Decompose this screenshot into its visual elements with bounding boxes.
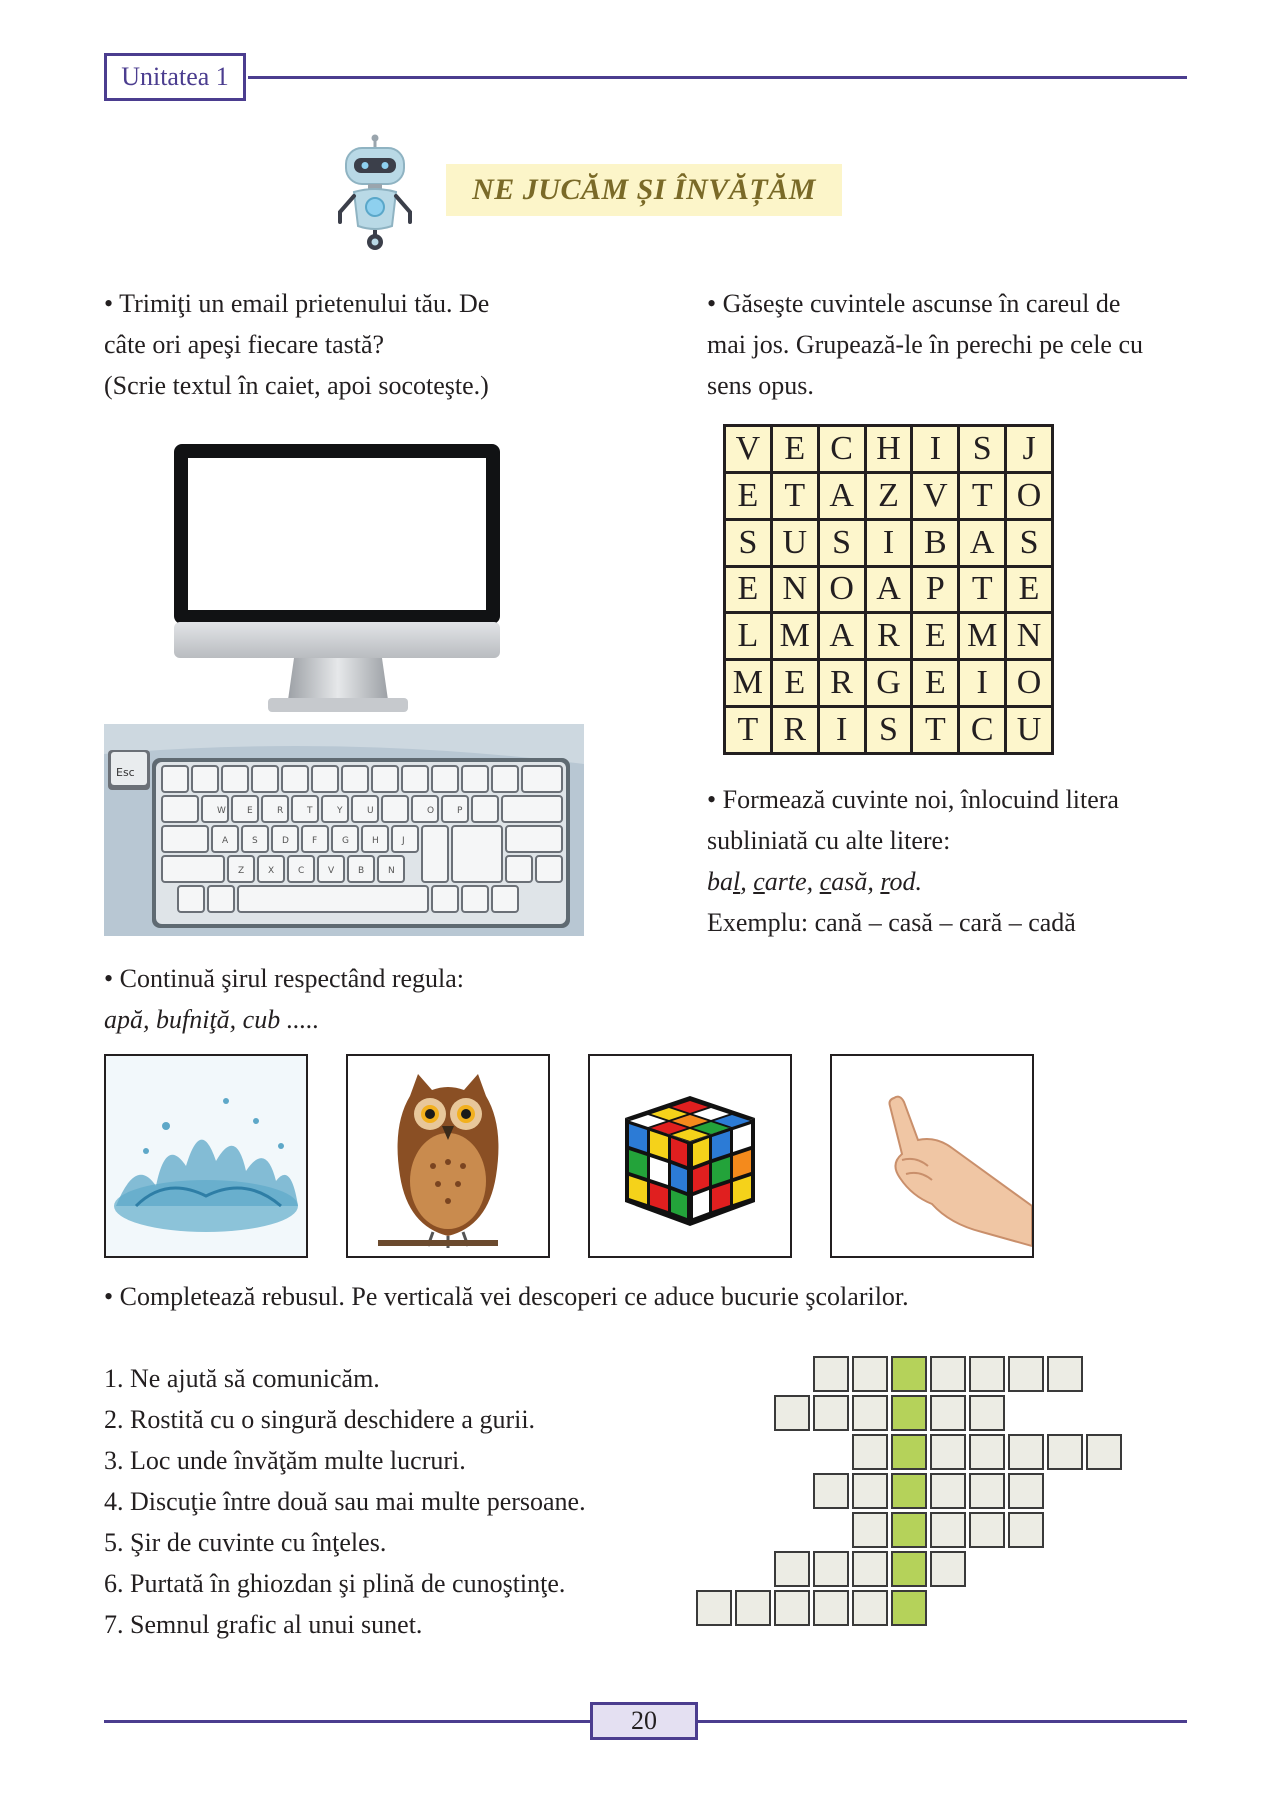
grid-cell: A <box>960 521 1004 565</box>
underlined-letter: c <box>819 867 832 896</box>
word-part: ba <box>707 867 733 896</box>
grid-cell: J <box>1007 427 1051 471</box>
email-line-3: (Scrie textul în caiet, apoi socoteşte.) <box>104 371 489 400</box>
svg-text:W: W <box>217 806 226 816</box>
svg-text:J: J <box>402 836 405 846</box>
grid-cell: S <box>1007 521 1051 565</box>
owl-image <box>346 1054 550 1258</box>
clue-1: 1. Ne ajută să comunicăm. <box>104 1364 380 1393</box>
rubik-cube-image <box>588 1054 792 1258</box>
underlined-letter: c <box>753 867 765 896</box>
crossword-cell[interactable] <box>969 1512 1005 1548</box>
grid-cell: E <box>726 474 770 518</box>
grid-cell: U <box>1007 708 1051 752</box>
svg-text:V: V <box>328 866 335 876</box>
grid-cell: A <box>867 568 911 612</box>
crossword-cell[interactable] <box>930 1434 966 1470</box>
grid-cell: I <box>820 708 864 752</box>
word-part: , <box>740 867 747 896</box>
svg-text:T: T <box>307 806 313 816</box>
clue-6: 6. Purtată în ghiozdan şi plină de cunoştinţe. <box>104 1569 566 1598</box>
crossword-key-cell[interactable] <box>891 1356 927 1392</box>
svg-text:X: X <box>268 866 275 876</box>
grid-cell: E <box>726 568 770 612</box>
svg-text:G: G <box>342 836 349 846</box>
svg-text:Z: Z <box>238 866 245 876</box>
grid-cell: N <box>1007 614 1051 658</box>
svg-text:H: H <box>372 836 379 846</box>
grid-cell: R <box>820 661 864 705</box>
clue-2: 2. Rostită cu o singură deschidere a gurii. <box>104 1405 536 1434</box>
crossword-cell[interactable] <box>813 1590 849 1626</box>
underlined-letter: r <box>880 867 890 896</box>
svg-text:Y: Y <box>337 806 343 816</box>
grid-cell: C <box>960 708 1004 752</box>
header-rule <box>248 76 1187 79</box>
letter-grid <box>723 424 1054 755</box>
rubik-cube-icon <box>590 1056 790 1256</box>
grid-cell: S <box>726 521 770 565</box>
grid-cell: A <box>820 614 864 658</box>
sequence-exercise <box>104 958 804 1040</box>
crossword-key-cell[interactable] <box>891 1395 927 1431</box>
word-part: asă, <box>831 867 874 896</box>
keyboard-icon <box>104 724 584 936</box>
crossword-cell[interactable] <box>1008 1356 1044 1392</box>
crossword-cell[interactable] <box>969 1434 1005 1470</box>
grid-cell: S <box>820 521 864 565</box>
unit-label: Unitatea 1 <box>104 53 246 101</box>
svg-text:P: P <box>457 806 463 816</box>
grid-cell: E <box>1007 568 1051 612</box>
grid-cell: V <box>913 474 957 518</box>
svg-text:B: B <box>358 866 365 876</box>
grid-cell: T <box>726 708 770 752</box>
crossword-cell[interactable] <box>930 1512 966 1548</box>
crossword-cell[interactable] <box>735 1590 771 1626</box>
crossword-cell[interactable] <box>1047 1356 1083 1392</box>
word-part: od. <box>889 867 922 896</box>
grid-cell: U <box>773 521 817 565</box>
crossword-cell[interactable] <box>852 1590 888 1626</box>
grid-cell: I <box>867 521 911 565</box>
grid-cell: R <box>773 708 817 752</box>
email-line-2: câte ori apeşi fiecare tastă? <box>104 330 385 359</box>
word-part: arte, <box>764 867 814 896</box>
svg-text:O: O <box>427 806 435 816</box>
grid-cell: N <box>773 568 817 612</box>
crossword-cell[interactable] <box>1008 1473 1044 1509</box>
grid-cell: T <box>773 474 817 518</box>
monitor-icon <box>172 442 504 724</box>
crossword-cell[interactable] <box>852 1434 888 1470</box>
crossword-cell[interactable] <box>852 1551 888 1587</box>
grid-cell: T <box>960 568 1004 612</box>
grid-cell: I <box>960 661 1004 705</box>
crossword-cell[interactable] <box>1008 1434 1044 1470</box>
crossword-cell[interactable] <box>852 1473 888 1509</box>
sequence-line-1: • Continuă şirul respectând regula: <box>104 964 465 993</box>
svg-text:Esc: Esc <box>116 766 135 779</box>
crossword-cell[interactable] <box>774 1395 810 1431</box>
grid-cell: R <box>867 614 911 658</box>
grid-cell: O <box>820 568 864 612</box>
crossword-cell[interactable] <box>813 1473 849 1509</box>
grid-cell: O <box>1007 661 1051 705</box>
sequence-line-2: apă, bufniţă, cub ..... <box>104 1005 320 1034</box>
crossword-cell[interactable] <box>774 1551 810 1587</box>
crossword-cell[interactable] <box>813 1551 849 1587</box>
grid-cell: E <box>773 427 817 471</box>
crossword-cell[interactable] <box>1086 1434 1122 1470</box>
grid-cell: S <box>960 427 1004 471</box>
crossword-cell[interactable] <box>930 1395 966 1431</box>
grid-cell: E <box>913 661 957 705</box>
svg-text:U: U <box>367 806 374 816</box>
grid-cell: O <box>1007 474 1051 518</box>
grid-cell: P <box>913 568 957 612</box>
crossword-key-cell[interactable] <box>891 1551 927 1587</box>
grid-cell: T <box>960 474 1004 518</box>
grid-cell: Z <box>867 474 911 518</box>
words-list <box>707 861 1187 902</box>
svg-text:F: F <box>312 836 318 846</box>
grid-cell: V <box>726 427 770 471</box>
underlined-letter: l <box>733 867 741 896</box>
crossword-key-cell[interactable] <box>891 1473 927 1509</box>
crossword-cell[interactable] <box>852 1356 888 1392</box>
crossword-cell[interactable] <box>969 1473 1005 1509</box>
crossword-cell[interactable] <box>969 1356 1005 1392</box>
crossword-key-cell[interactable] <box>891 1512 927 1548</box>
grid-cell: G <box>867 661 911 705</box>
robot-icon <box>332 134 418 252</box>
crossword-cell[interactable] <box>813 1395 849 1431</box>
svg-text:C: C <box>298 866 305 876</box>
crossword-cell[interactable] <box>930 1356 966 1392</box>
clue-7: 7. Semnul grafic al unui sunet. <box>104 1610 423 1639</box>
grid-line-3: sens opus. <box>707 371 814 400</box>
water-splash-icon <box>106 1056 306 1256</box>
grid-cell: M <box>773 614 817 658</box>
grid-cell: H <box>867 427 911 471</box>
crossword-cell[interactable] <box>696 1590 732 1626</box>
grid-cell: E <box>913 614 957 658</box>
footer-rule-right <box>698 1720 1187 1723</box>
email-line-1: • Trimiţi un email prietenului tău. De <box>104 289 490 318</box>
clue-5: 5. Şir de cuvinte cu înţeles. <box>104 1528 387 1557</box>
grid-cell: S <box>867 708 911 752</box>
crossword-cell[interactable] <box>852 1395 888 1431</box>
clue-4: 4. Discuţie între două sau mai multe persoane. <box>104 1487 586 1516</box>
grid-line-1: • Găseşte cuvintele ascunse în careul de <box>707 289 1121 318</box>
water-splash-image <box>104 1054 308 1258</box>
crossword-cell[interactable] <box>930 1551 966 1587</box>
crossword-cell[interactable] <box>1008 1512 1044 1548</box>
grid-cell: M <box>960 614 1004 658</box>
footer-rule-left <box>104 1720 590 1723</box>
svg-text:N: N <box>388 866 395 876</box>
crossword-cell[interactable] <box>813 1356 849 1392</box>
page-title: NE JUCĂM ȘI ÎNVĂȚĂM <box>446 164 842 216</box>
crossword-key-cell[interactable] <box>891 1590 927 1626</box>
pointing-hand-image <box>830 1054 1034 1258</box>
words-line-2: subliniată cu alte litere: <box>707 826 951 855</box>
crossword-clues <box>104 1358 704 1645</box>
page-number: 20 <box>590 1702 698 1740</box>
grid-cell: T <box>913 708 957 752</box>
crossword-grid <box>696 1356 1096 1636</box>
words-line-1: • Formează cuvinte noi, înlocuind litera <box>707 785 1119 814</box>
owl-icon <box>348 1056 548 1256</box>
svg-text:D: D <box>282 836 289 846</box>
crossword-key-cell[interactable] <box>891 1434 927 1470</box>
crossword-cell[interactable] <box>969 1395 1005 1431</box>
svg-text:R: R <box>277 806 284 816</box>
crossword-cell[interactable] <box>1047 1434 1083 1470</box>
grid-cell: C <box>820 427 864 471</box>
pointing-hand-icon <box>832 1056 1032 1256</box>
words-example: Exemplu: cană – casă – cară – cadă <box>707 908 1076 937</box>
email-exercise <box>104 283 570 406</box>
crossword-cell[interactable] <box>774 1590 810 1626</box>
crossword-cell[interactable] <box>852 1512 888 1548</box>
grid-line-2: mai jos. Grupează-le în perechi pe cele cu <box>707 330 1143 359</box>
svg-text:A: A <box>222 836 229 846</box>
svg-text:S: S <box>252 836 258 846</box>
grid-cell: B <box>913 521 957 565</box>
crossword-cell[interactable] <box>930 1473 966 1509</box>
grid-cell: I <box>913 427 957 471</box>
grid-cell: L <box>726 614 770 658</box>
words-exercise <box>707 779 1187 943</box>
grid-exercise <box>707 283 1187 406</box>
grid-cell: M <box>726 661 770 705</box>
clue-3: 3. Loc unde învăţăm multe lucruri. <box>104 1446 466 1475</box>
svg-text:E: E <box>247 806 253 816</box>
grid-cell: E <box>773 661 817 705</box>
crossword-instruction: • Completează rebusul. Pe verticală vei descoperi ce aduce bucurie şcolarilor. <box>104 1282 909 1311</box>
grid-cell: A <box>820 474 864 518</box>
